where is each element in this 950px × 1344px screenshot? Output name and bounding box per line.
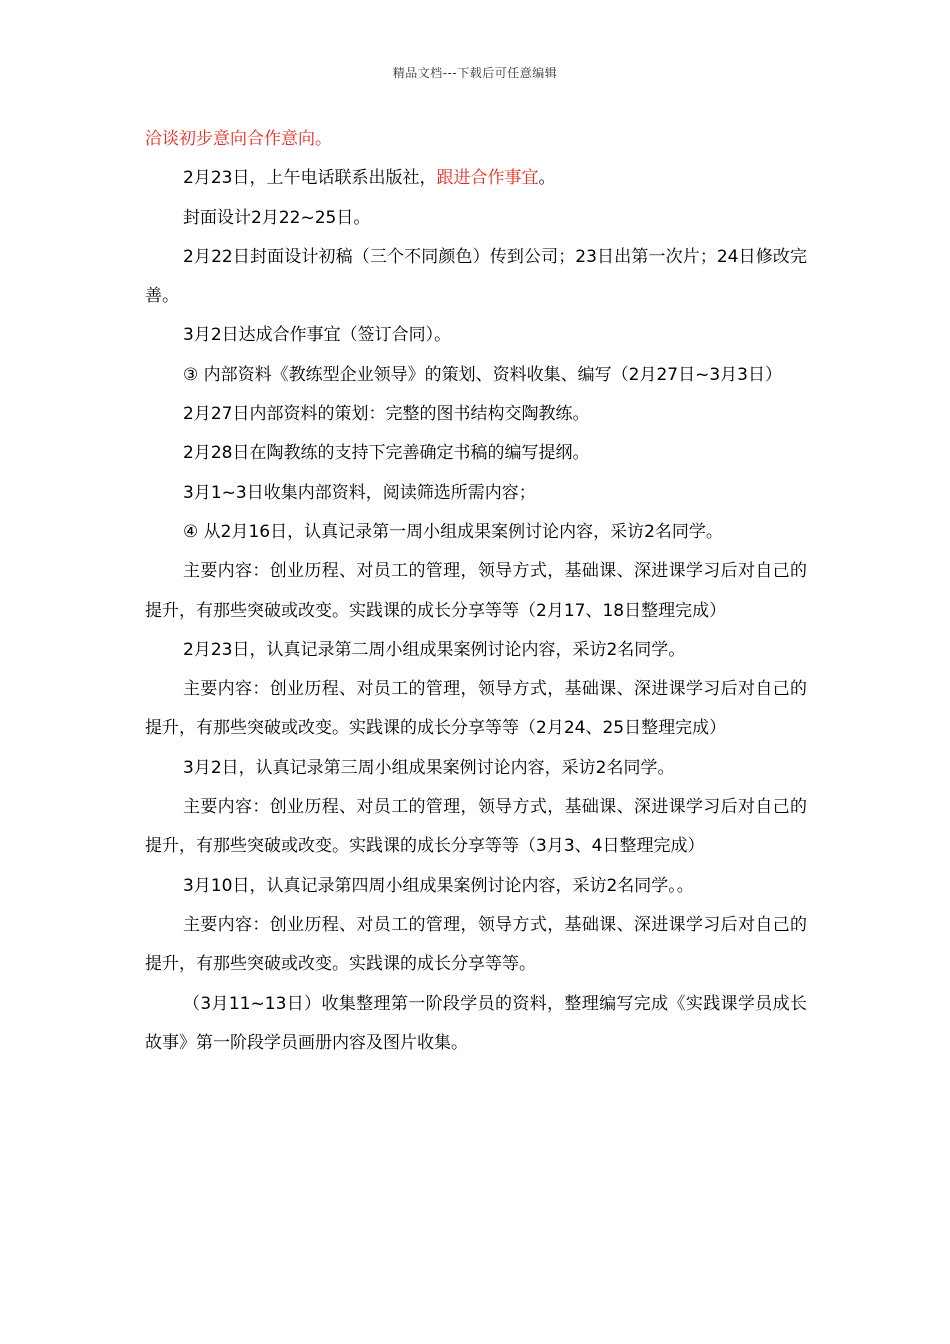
paragraph-9: 3月1~3日收集内部资料，阅读筛选所需内容； bbox=[183, 482, 536, 503]
paragraph-10: ④ 从2月16日，认真记录第一周小组成果案例讨论内容，采访2名同学。 bbox=[183, 521, 723, 542]
paragraph-5: 3月2日达成合作事宜（签订合同）。 bbox=[183, 325, 452, 346]
document-body bbox=[145, 120, 807, 1063]
paragraph-11: 主要内容：创业历程、对员工的管理，领导方式，基础课、深进课学习后对自己的提升，有那些突破或改变。实践课的成长分享等等（2月17、18日整理完成） bbox=[145, 561, 807, 621]
paragraph-1 bbox=[145, 120, 807, 159]
paragraph-13: 主要内容：创业历程、对员工的管理，领导方式，基础课、深进课学习后对自己的提升，有那些突破或改变。实践课的成长分享等等（2月24、25日整理完成） bbox=[145, 679, 807, 739]
paragraph-17: 主要内容：创业历程、对员工的管理，领导方式，基础课、深进课学习后对自己的提升，有那些突破或改变。实践课的成长分享等等。 bbox=[145, 914, 807, 975]
paragraph-tail: 。 bbox=[538, 168, 556, 189]
paragraph-7: 2月27日内部资料的策划：完整的图书结构交陶教练。 bbox=[183, 404, 590, 425]
paragraph-15: 主要内容：创业历程、对员工的管理，领导方式，基础课、深进课学习后对自己的提升，有那些突破或改变。实践课的成长分享等等（3月3、4日整理完成） bbox=[145, 797, 807, 857]
paragraph-2 bbox=[145, 159, 807, 198]
page-header: 精品文档---下载后可任意编辑 bbox=[392, 66, 558, 80]
paragraph-18: （3月11~13日）收集整理第一阶段学员的资料，整理编写完成《实践课学员成长故事》第一阶段学员画册内容及图片收集。 bbox=[145, 993, 807, 1053]
paragraph-14: 3月2日，认真记录第三周小组成果案例讨论内容，采访2名同学。 bbox=[183, 757, 675, 778]
paragraph-8: 2月28日在陶教练的支持下完善确定书稿的编写提纲。 bbox=[183, 443, 590, 464]
paragraph-16: 3月10日，认真记录第四周小组成果案例讨论内容，采访2名同学。。 bbox=[183, 875, 694, 896]
paragraph-6: ③ 内部资料《教练型企业领导》的策划、资料收集、编写（2月27日~3月3日） bbox=[183, 364, 782, 385]
paragraph-text: 2月23日，上午电话联系出版社， bbox=[183, 168, 437, 189]
red-text: 跟进合作事宜 bbox=[436, 168, 539, 189]
paragraph-4: 2月22日封面设计初稿（三个不同颜色）传到公司；23日出第一次片；24日修改完善。 bbox=[145, 246, 807, 307]
paragraph-12: 2月23日，认真记录第二周小组成果案例讨论内容，采访2名同学。 bbox=[183, 639, 686, 660]
paragraph-3: 封面设计2月22~25日。 bbox=[183, 207, 371, 228]
red-text: 洽谈初步意向合作意向。 bbox=[145, 129, 332, 149]
